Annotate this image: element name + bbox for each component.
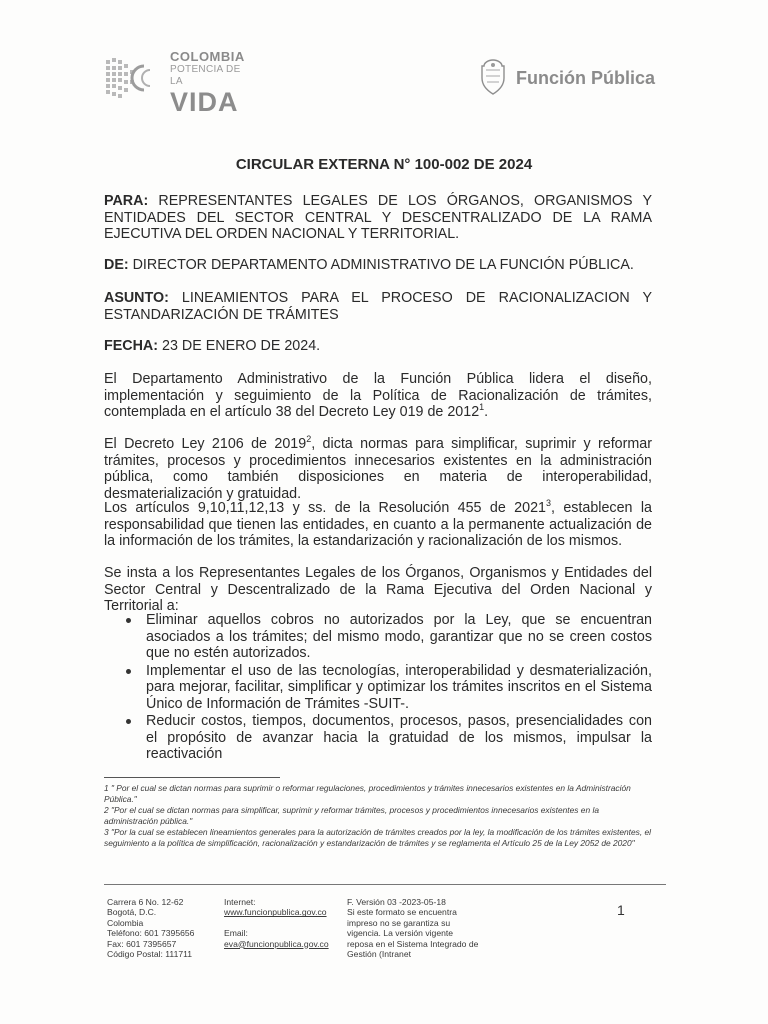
paragraph-1-end: . [484,404,489,420]
footer-divider [104,884,666,885]
paragraph-2-rest: , dicta normas para simplificar, suprimir y reformar trámites, procesos y procedimientos innecesarios existentes en la administración pública, como también disposiciones en materia de interoperabilidad, desmaterialización y gratuidad. [104,436,653,502]
postal-code-line: Código Postal: 111711 [107,949,193,960]
version-note-line: impreso no se garantiza su [347,917,451,928]
list-item [104,713,652,763]
paragraph-1 [104,371,652,421]
list-item [104,612,652,662]
para-label: PARA: [104,193,149,209]
asunto-block [104,290,652,323]
version-note-line: Gestión (Intranet [347,949,412,960]
paragraph-2-start: El Decreto Ley 2106 de 2019 [104,436,307,452]
footnote-3: 3 "Por la cual se establecen lineamientos generales para la autorización de trámites creados por la ley, la modificación de los trámites existentes, el seguimiento a la política de simplificación, racionalización y estandarización de trámites y se reglamenta el Artículo 25 de la Ley 2052 de 2020" [104,827,652,848]
footnotes [104,783,652,849]
paragraph-3 [104,500,652,550]
fecha-block [104,338,652,355]
asunto-label: ASUNTO: [104,290,169,306]
logo-potencia-text: POTENCIA DE LA [170,64,241,87]
logo-vida-text: VIDA [170,87,239,117]
version-line: F. Versión 03 -2023-05-18 [347,897,446,907]
footnote-2: 2 "Por el cual se dictan normas para simplificar, suprimir y reformar trámites, procesos y procedimientos innecesarios existentes en la administración pública." [104,805,599,826]
paragraph-1-text: El Departamento Administrativo de la Función Pública lidera el diseño, implementación y seguimiento de la Política de Racionalización de trámites, contemplada en el artículo 38 del Decreto Ley 019 de 2012 [104,371,652,420]
colombia-emblem-icon [104,54,162,102]
paragraph-4-text: Se insta a los Representantes Legales de los Órganos, Organismos y Entidades del Sector Central y Descentralizado de la Rama Ejecutiva del Orden Nacional y Territorial a: [104,565,652,614]
logo-colombia-text: COLOMBIA [170,49,245,64]
funcion-publica-text: Función Pública [516,68,656,88]
colombia-logo [104,49,254,117]
document-title: CIRCULAR EXTERNA N° 100-002 DE 2024 [235,156,533,173]
address-line: Carrera 6 No. 12-62 [107,897,184,907]
version-note-line: reposa en el Sistema Integrado de [347,938,479,949]
internet-label: Internet: [224,897,256,907]
website-link[interactable]: www.funcionpublica.gov.co [224,907,327,918]
footnote-1: 1 " Por el cual se dictan normas para suprimir o reformar regulaciones, procedimientos y trámites innecesarios existentes en la Administración Pública." [104,783,631,804]
footer-contact [224,897,329,949]
asunto-text: LINEAMIENTOS PARA EL PROCESO DE RACIONALIZACION Y ESTANDARIZACIÓN DE TRÁMITES [104,290,652,323]
phone-line: Teléfono: 601 7395656 [107,928,195,939]
footnote-ref-1: 1 [479,402,485,413]
address-line: Bogotá, D.C. [107,907,157,918]
version-note-line: Si este formato se encuentra [347,907,457,918]
bullet-icon [126,719,131,724]
de-text: DIRECTOR DEPARTAMENTO ADMINISTRATIVO DE LA FUNCIÓN PÚBLICA. [132,257,634,273]
bullet-list [104,612,652,764]
paragraph-2 [104,436,652,502]
bullet-text: Implementar el uso de las tecnologías, interoperabilidad y desmaterialización, para mejorar, facilitar, simplificar y optimizar los trámites inscritos en el Sistema Único de Información de Trámites -SUIT-. [146,662,652,712]
email-label: Email: [224,928,248,939]
bullet-icon [126,618,131,623]
paragraph-4 [104,565,652,615]
address-line: Colombia [107,917,144,928]
page-number: 1 [617,902,625,918]
footer-address [107,897,194,959]
footnote-divider [104,777,280,778]
list-item [104,663,652,713]
fecha-label: FECHA: [104,338,159,354]
fax-line: Fax: 601 7395657 [107,938,177,949]
footer-version [347,897,478,959]
coat-of-arms-icon [478,58,508,96]
para-block [104,193,652,243]
version-note-line: vigencia. La versión vigente [347,928,454,939]
bullet-text: Eliminar aquellos cobros no autorizados por la Ley, que se encuentran asociados a los trámites; del mismo modo, garantizar que no se creen costos que no estén autorizados. [146,612,652,661]
paragraph-3-start: Los artículos 9,10,11,12,13 y ss. de la Resolución 455 de 2021 [104,500,546,516]
paragraph-3-rest: , establecen la responsabilidad que tienen las entidades, en cuanto a la permanente actualización de la información de los trámites, la estandarización y racionalización de los mismos. [104,500,652,549]
fecha-text: 23 DE ENERO DE 2024. [162,338,321,354]
footnote-ref-2: 2 [306,434,312,445]
bullet-text: Reducir costos, tiempos, documentos, procesos, pasos, presencialidades con el propósito de avanzar hacia la gratuidad de los mismos, impulsar la reactivación [146,713,652,762]
de-block [104,257,652,274]
de-label: DE: [104,257,129,273]
email-link[interactable]: eva@funcionpublica.gov.co [224,938,329,949]
footnote-ref-3: 3 [545,498,551,509]
bullet-icon [126,669,131,674]
para-text: REPRESENTANTES LEGALES DE LOS ÓRGANOS, ORGANISMOS Y ENTIDADES DEL SECTOR CENTRAL Y DESCENTRALIZADO DE LA RAMA EJECUTIVA DEL ORDEN NACIONAL Y TERRITORIAL. [104,193,652,242]
